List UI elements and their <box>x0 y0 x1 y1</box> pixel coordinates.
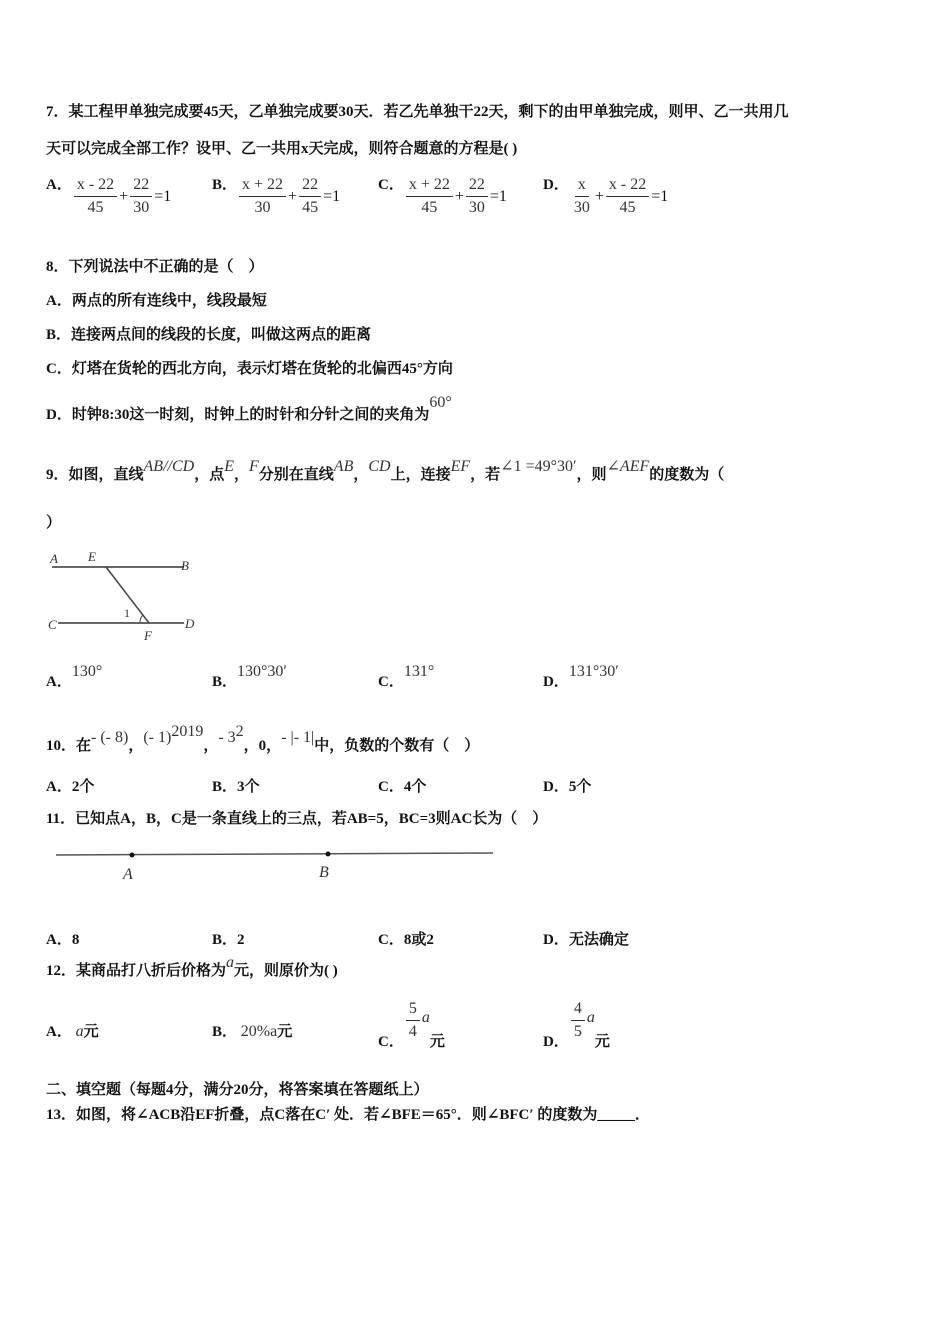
label-a: A <box>50 551 58 566</box>
q7-option-a: A． $\frac{x - 22}{45}$ + $\frac{22}{30}$ =1 <box>46 176 172 216</box>
q8-option-b: B．连接两点间的线段的长度，叫做这两点的距离 <box>46 327 372 343</box>
q7-stem-line2: 天可以完成全部工作？设甲、乙一共用x天完成，则符合题意的方程是( ) <box>46 141 518 157</box>
q8-option-c: C．灯塔在货轮的西北方向，表示灯塔在货轮的北偏西45°方向 <box>46 361 453 377</box>
label-c: C <box>48 617 57 632</box>
q10-option-a: A．2个 <box>46 779 95 795</box>
q12-stem: 12．某商品打八折后价格为a元，则原价为( ) <box>46 954 338 979</box>
line-segment-figure <box>50 843 500 888</box>
q7-option-b: B． $\frac{x + 22}{30}$ + $\frac{22}{45}$ =1 <box>212 176 341 216</box>
q10-stem: 10．在- (- 8)，(- 1)$^{2019}$，- $3^2$，0，- |- 1|中，负数的个数有（ ） <box>46 723 480 754</box>
q9-option-c: C．131° <box>378 663 435 690</box>
q13-stem: 13．如图，将∠ACB沿EF折叠，点C落在C′ 处．若∠BFE＝65°．则∠BFC′ 的度数为_____． <box>46 1107 650 1123</box>
section-2-heading: 二、填空题（每题4分，满分20分，将答案填在答题纸上） <box>46 1082 429 1098</box>
label-b: B <box>181 558 189 573</box>
q12-option-a: A． a元 <box>46 1023 99 1040</box>
q8-option-d: D．时钟8:30这一时刻，时钟上的时针和分针之间的夹角为60° <box>46 394 452 423</box>
q12-option-d: D． $\frac{4}{5}$ a元 <box>543 1000 610 1050</box>
label-d: D <box>185 616 195 631</box>
q9-stem-close: ） <box>46 515 62 531</box>
q9-option-a: A．130° <box>46 663 103 690</box>
q9-stem: 9．如图，直线AB//CD，点E，F分别在直线AB，CD上，连接EF，若∠1 =49°30′，则∠AEF的度数为（ <box>46 458 725 483</box>
q12-option-b: B． 20%a元 <box>212 1023 293 1040</box>
q9-option-b: B．130°30′ <box>212 663 287 690</box>
q11-stem: 11．已知点A，B，C是一条直线上的三点，若AB=5，BC=3则AC长为（ ） <box>46 811 548 827</box>
q9-option-d: D．131°30′ <box>543 663 619 690</box>
q7-stem-line1: 7．某工程甲单独完成要45天，乙单独完成要30天．若乙先单独干22天，剩下的由甲单独完成，则甲、乙一共用几 <box>46 104 789 120</box>
q7-option-c: C． $\frac{x + 22}{45}$ + $\frac{22}{30}$ =1 <box>378 176 507 216</box>
parallel-lines-figure <box>44 545 204 645</box>
point-b-label: B <box>319 864 329 881</box>
label-angle-1: 1 <box>124 606 130 620</box>
q11-option-b: B．2 <box>212 932 245 948</box>
q10-option-b: B．3个 <box>212 779 260 795</box>
q8-stem: 8．下列说法中不正确的是（ ） <box>46 259 264 275</box>
q7-option-d: D． $\frac{x}{30}$ + $\frac{x - 22}{45}$ =1 <box>543 176 669 216</box>
q11-option-d: D．无法确定 <box>543 932 629 948</box>
label-f: F <box>144 628 152 643</box>
label-e: E <box>88 549 96 564</box>
q10-option-d: D．5个 <box>543 779 592 795</box>
point-a-label: A <box>123 866 133 883</box>
q8-option-a: A．两点的所有连线中，线段最短 <box>46 293 267 309</box>
q11-option-c: C．8或2 <box>378 932 434 948</box>
q12-option-c: C． $\frac{5}{4}$ a元 <box>378 1000 445 1050</box>
q10-option-c: C．4个 <box>378 779 427 795</box>
q11-option-a: A．8 <box>46 932 80 948</box>
